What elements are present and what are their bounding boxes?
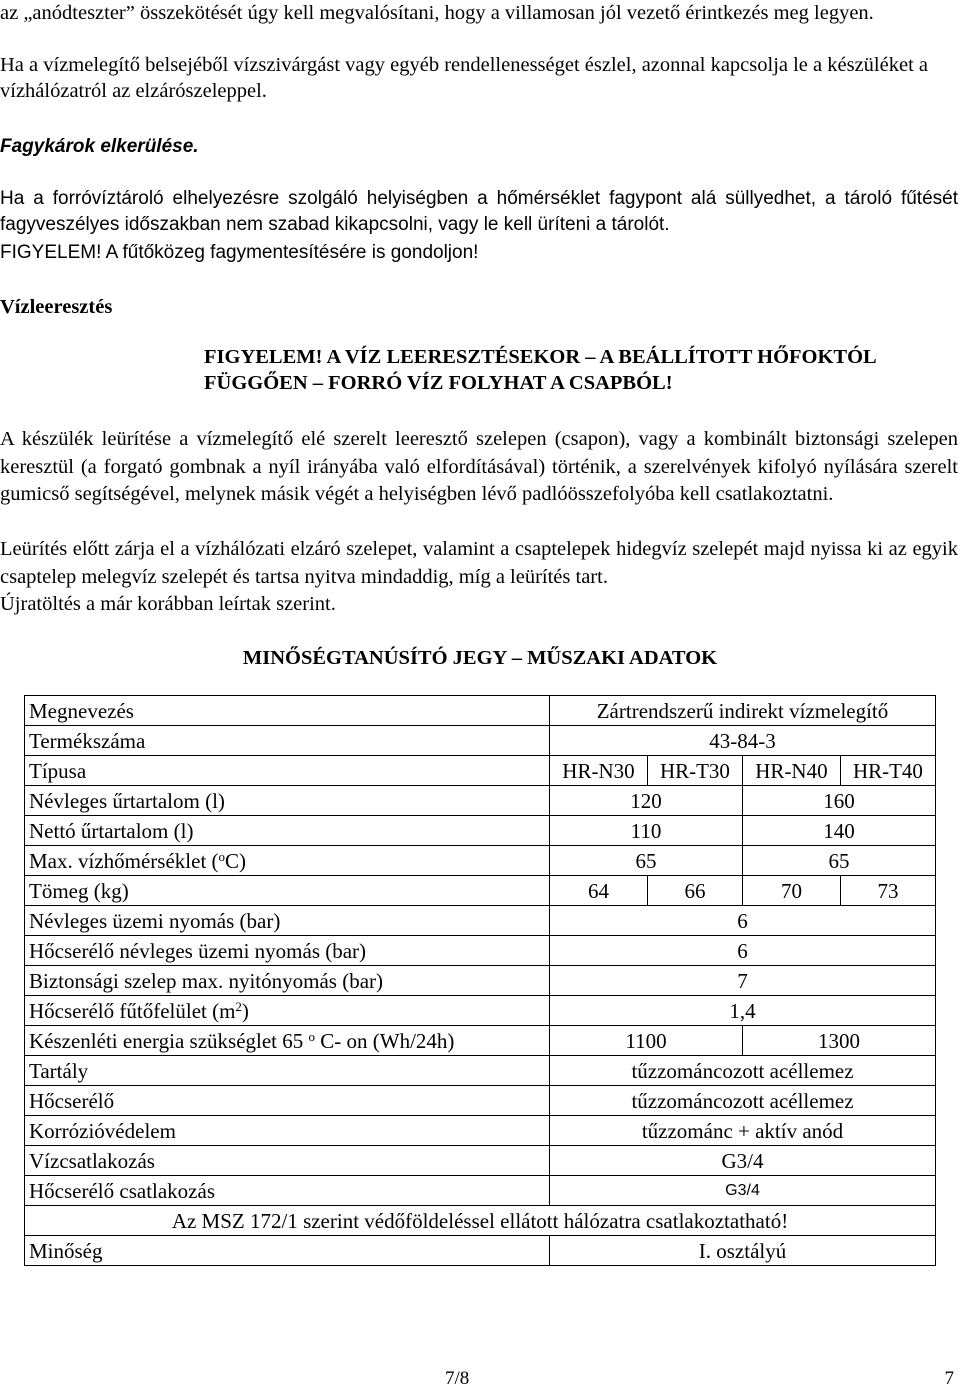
row-label: Nettó űrtartalom (l) bbox=[25, 816, 550, 846]
row-label: Hőcserélő névleges üzemi nyomás (bar) bbox=[25, 936, 550, 966]
row-label: Névleges üzemi nyomás (bar) bbox=[25, 906, 550, 936]
row-label: Hőcserélő bbox=[25, 1086, 550, 1116]
row-value: Zártrendszerű indirekt vízmelegítő bbox=[550, 696, 936, 726]
frost-paragraph: Ha a forróvíztároló elhelyezésre szolgáló helyiségben a hőmérséklet fagypont alá süllyedhet, a tároló fűtését fagyveszélyes időszakban nem szabad kikapcsolni, vagy le kell üríteni a tárolót. bbox=[0, 188, 958, 235]
row-value: 64 bbox=[550, 876, 648, 906]
table-row bbox=[25, 1116, 936, 1146]
row-value: 70 bbox=[742, 876, 840, 906]
row-value: 6 bbox=[550, 936, 936, 966]
page-number: 7 bbox=[944, 1368, 954, 1389]
row-value: 6 bbox=[550, 906, 936, 936]
drain-paragraph3: Újratöltés a már korábban leírtak szerint. bbox=[0, 593, 336, 615]
row-value: 7 bbox=[550, 966, 936, 996]
row-label: Névleges űrtartalom (l) bbox=[25, 786, 550, 816]
table-row bbox=[25, 786, 936, 816]
table-row bbox=[25, 1056, 936, 1086]
table-row bbox=[25, 696, 936, 726]
row-value: 160 bbox=[742, 786, 935, 816]
row-value: HR-N30 bbox=[550, 756, 648, 786]
row-value: I. osztályú bbox=[550, 1236, 936, 1266]
row-value: 65 bbox=[550, 846, 743, 876]
drain-warning-line2: FÜGGŐEN – FORRÓ VÍZ FOLYHAT A CSAPBÓL! bbox=[204, 372, 673, 394]
table-row bbox=[25, 966, 936, 996]
drain-warning-line1: FIGYELEM! A VÍZ LEERESZTÉSEKOR – A BEÁLLÍTOTT HŐFOKTÓL bbox=[204, 346, 877, 368]
table-row bbox=[25, 876, 936, 906]
specs-table bbox=[24, 695, 936, 1266]
table-row bbox=[25, 1176, 936, 1206]
table-row bbox=[25, 846, 936, 876]
row-label: Tömeg (kg) bbox=[25, 876, 550, 906]
row-value: HR-N40 bbox=[742, 756, 840, 786]
row-label: Megnevezés bbox=[25, 696, 550, 726]
row-value: 110 bbox=[550, 816, 743, 846]
row-label: Hőcserélő fűtőfelület $(m^2)$ bbox=[25, 996, 550, 1026]
row-label: Minőség bbox=[25, 1236, 550, 1266]
row-value: tűzzománc + aktív anód bbox=[550, 1116, 936, 1146]
table-row bbox=[25, 756, 936, 786]
table-row bbox=[25, 1086, 936, 1116]
table-row bbox=[25, 996, 936, 1026]
table-row bbox=[25, 1146, 936, 1176]
row-value: G3/4 bbox=[550, 1176, 936, 1206]
row-value: 1300 bbox=[742, 1026, 935, 1056]
table-row bbox=[25, 816, 936, 846]
row-label: Korrózióvédelem bbox=[25, 1116, 550, 1146]
row-label: Vízcsatlakozás bbox=[25, 1146, 550, 1176]
row-label: Tartály bbox=[25, 1056, 550, 1086]
row-label: Készenléti energia szükséglet 65 $^o$ C- on (Wh/24h) bbox=[25, 1026, 550, 1056]
row-value: 65 bbox=[742, 846, 935, 876]
intro-line2: Ha a vízmelegítő belsejéből vízszivárgást vagy egyéb rendellenességet észlel, azonnal kapcsolja le a készüléket a vízhálózatról az elzárószeleppel. bbox=[0, 54, 928, 102]
row-value: HR-T40 bbox=[840, 756, 935, 786]
row-label: Termékszáma bbox=[25, 726, 550, 756]
page-counter: 7/8 bbox=[445, 1368, 470, 1389]
row-value: tűzzománcozott acéllemez bbox=[550, 1056, 936, 1086]
row-label: Hőcserélő csatlakozás bbox=[25, 1176, 550, 1206]
row-value: 140 bbox=[742, 816, 935, 846]
drain-paragraph2: Leürítés előtt zárja el a vízhálózati elzáró szelepet, valamint a csaptelepek hidegvíz szelepét majd nyissa ki az egyik csaptelep melegvíz szelepét és tartsa nyitva mindaddig, míg a leürítés tart. bbox=[0, 538, 958, 588]
table-row bbox=[25, 726, 936, 756]
frost-note: FIGYELEM! A fűtőközeg fagymentesítésére is gondoljon! bbox=[0, 242, 479, 263]
intro-line1: az „anódteszter” összekötését úgy kell megvalósítani, hogy a villamosan jól vezető érintkezés meg legyen. bbox=[0, 2, 874, 24]
row-value: 73 bbox=[840, 876, 935, 906]
table-row bbox=[25, 936, 936, 966]
table-title: MINŐSÉGTANÚSÍTÓ JEGY – MŰSZAKI ADATOK bbox=[242, 647, 718, 669]
msz-note: Az MSZ 172/1 szerint védőföldeléssel ellátott hálózatra csatlakoztatható! bbox=[25, 1206, 936, 1236]
table-row bbox=[25, 1026, 936, 1056]
row-value: G3/4 bbox=[550, 1146, 936, 1176]
row-value: 66 bbox=[647, 876, 742, 906]
row-value: 1100 bbox=[550, 1026, 743, 1056]
frost-heading: Fagykárok elkerülése. bbox=[0, 136, 199, 157]
row-label: Biztonsági szelep max. nyitónyomás (bar) bbox=[25, 966, 550, 996]
table-row bbox=[25, 1236, 936, 1266]
drain-paragraph1: A készülék leürítése a vízmelegítő elé szerelt leeresztő szelepen (csapon), vagy a kombinált biztonsági szelepen keresztül (a forgató gombnak a nyíl irányába való elfordításával) történik, a szerelvények kifolyó nyílására szerelt gumicső segítségével, melynek másik végét a helyiségben lévő padlóösszefolyóba kell csatlakoztatni. bbox=[0, 428, 958, 505]
row-label: Max. vízhőmérséklet ($^o$C) bbox=[25, 846, 550, 876]
row-value: HR-T30 bbox=[647, 756, 742, 786]
row-label: Típusa bbox=[25, 756, 550, 786]
row-value: 1,4 bbox=[550, 996, 936, 1026]
table-row bbox=[25, 1206, 936, 1236]
row-value: 43-84-3 bbox=[550, 726, 936, 756]
table-row bbox=[25, 906, 936, 936]
drain-heading: Vízleeresztés bbox=[0, 296, 113, 318]
row-value: 120 bbox=[550, 786, 743, 816]
row-value: tűzzománcozott acéllemez bbox=[550, 1086, 936, 1116]
